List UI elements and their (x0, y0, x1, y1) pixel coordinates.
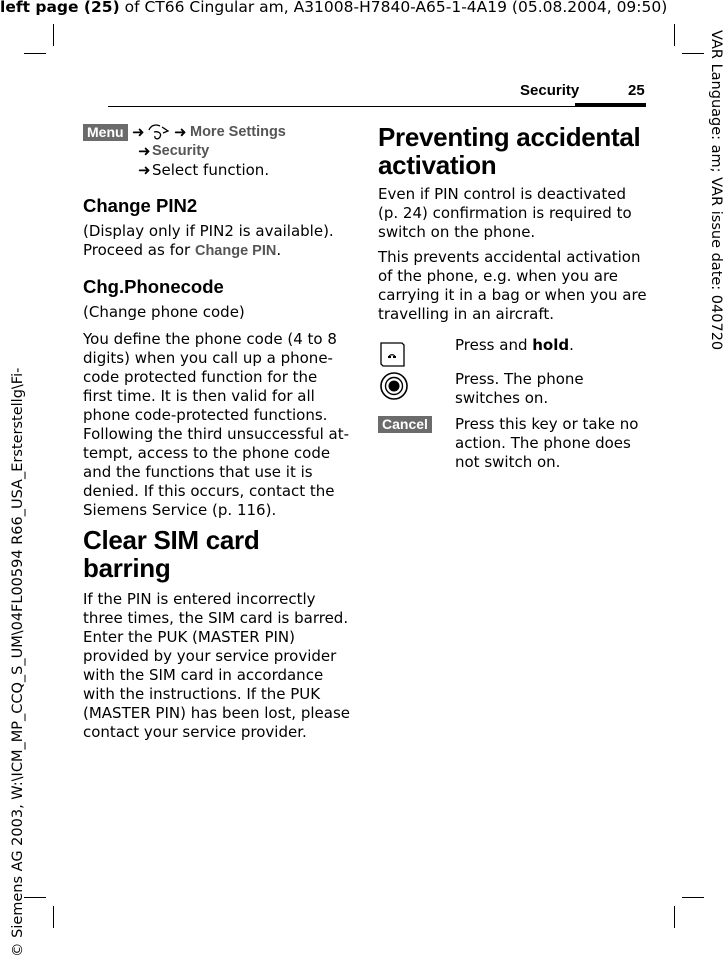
running-head-page: 25 (628, 82, 645, 99)
change-pin2-text (83, 222, 351, 261)
step-1-after: . (569, 336, 574, 354)
arrow-icon: ➜ (138, 161, 151, 179)
header-rule (108, 106, 646, 107)
arrow-icon: ➜ (138, 142, 151, 160)
cancel-softkey[interactable]: Cancel (378, 416, 432, 433)
right-column (378, 123, 648, 324)
end-key-icon (378, 340, 406, 368)
menu-item-more-settings: More Settings (190, 124, 286, 140)
clear-sim-body: If the PIN is entered incorrectly three times, the SIM card is barred. Enter the PUK (MASTER PIN) provided by your service provider with the SIM card in accordance with the instructions. If the PUK (MASTER PIN) has been lost, please contact your service provider. (83, 590, 350, 741)
header-rest: of CT66 Cingular am, A31008-H7840-A65-1-4A19 (05.08.2004, 09:50) (119, 0, 668, 16)
heading-change-pin2: Change PIN2 (83, 195, 198, 216)
crop-mark (674, 906, 675, 928)
step-list (378, 336, 648, 480)
crop-mark (682, 897, 704, 898)
menu-path (83, 123, 351, 181)
change-pin2-body: (Display only if PIN2 is available). Proceed as for (83, 222, 334, 259)
preventing-p2: This prevents accidental activation of the phone, e.g. when you are carrying it in a bag or when you are travelling in an aircraft. (378, 248, 647, 323)
running-head-section: Security (520, 82, 580, 99)
header-prefix: left page (25) (0, 0, 120, 16)
step-1-text (455, 336, 645, 355)
document-header (0, 0, 667, 16)
heading-clear-sim: Clear SIM card barring (83, 525, 260, 583)
change-pin2-end: . (276, 241, 282, 259)
chg-phonecode-body: You define the phone code (4 to 8 digits) when you call up a phone-code protected function for the first time. It is then valid for all phone code-protected functions. Following the third unsuccessful attempt, access to the phone code and the functions that use it is denied. If this occurs, contact the Siemens Service (p. 116). (83, 330, 350, 519)
step-1-bold: hold (532, 336, 570, 354)
menu-softkey[interactable]: Menu (83, 124, 128, 141)
header-rule-thick (575, 103, 646, 106)
chg-phonecode-sub: (Change phone code) (83, 303, 245, 321)
phone-menu-icon (146, 123, 172, 141)
crop-mark (24, 897, 46, 898)
crop-mark (24, 53, 46, 54)
left-column (83, 123, 351, 742)
arrow-icon: ➜ (174, 123, 187, 141)
change-pin-reference: Change PIN (194, 243, 277, 259)
step-2-text: Press. The phone switches on. (455, 370, 584, 407)
heading-preventing: Preventing accidental activation (378, 122, 641, 180)
menu-item-security: Security (152, 143, 210, 159)
step-1-before: Press and (455, 336, 533, 354)
heading-chg-phonecode: Chg.Phonecode (83, 276, 224, 297)
step-3-text: Press this key or take no action. The phone does not switch on. (455, 415, 639, 471)
select-function-text: Select function. (152, 161, 270, 179)
navigation-key-icon (379, 371, 409, 401)
copyright-path: © Siemens AG 2003, W:\ICM_MP_CCQ_S_UM\04FL00594 R66_USA_Ersterstellg\Fi- (10, 367, 26, 957)
crop-mark (682, 53, 704, 54)
var-language: VAR Language: am; VAR issue date: 040720 (708, 30, 724, 351)
crop-mark (674, 24, 675, 46)
crop-mark (53, 24, 54, 46)
crop-mark (53, 906, 54, 928)
arrow-icon: ➜ (132, 123, 145, 141)
preventing-p1: Even if PIN control is deactivated (p. 24) confirmation is required to switch on the phone. (378, 185, 632, 241)
